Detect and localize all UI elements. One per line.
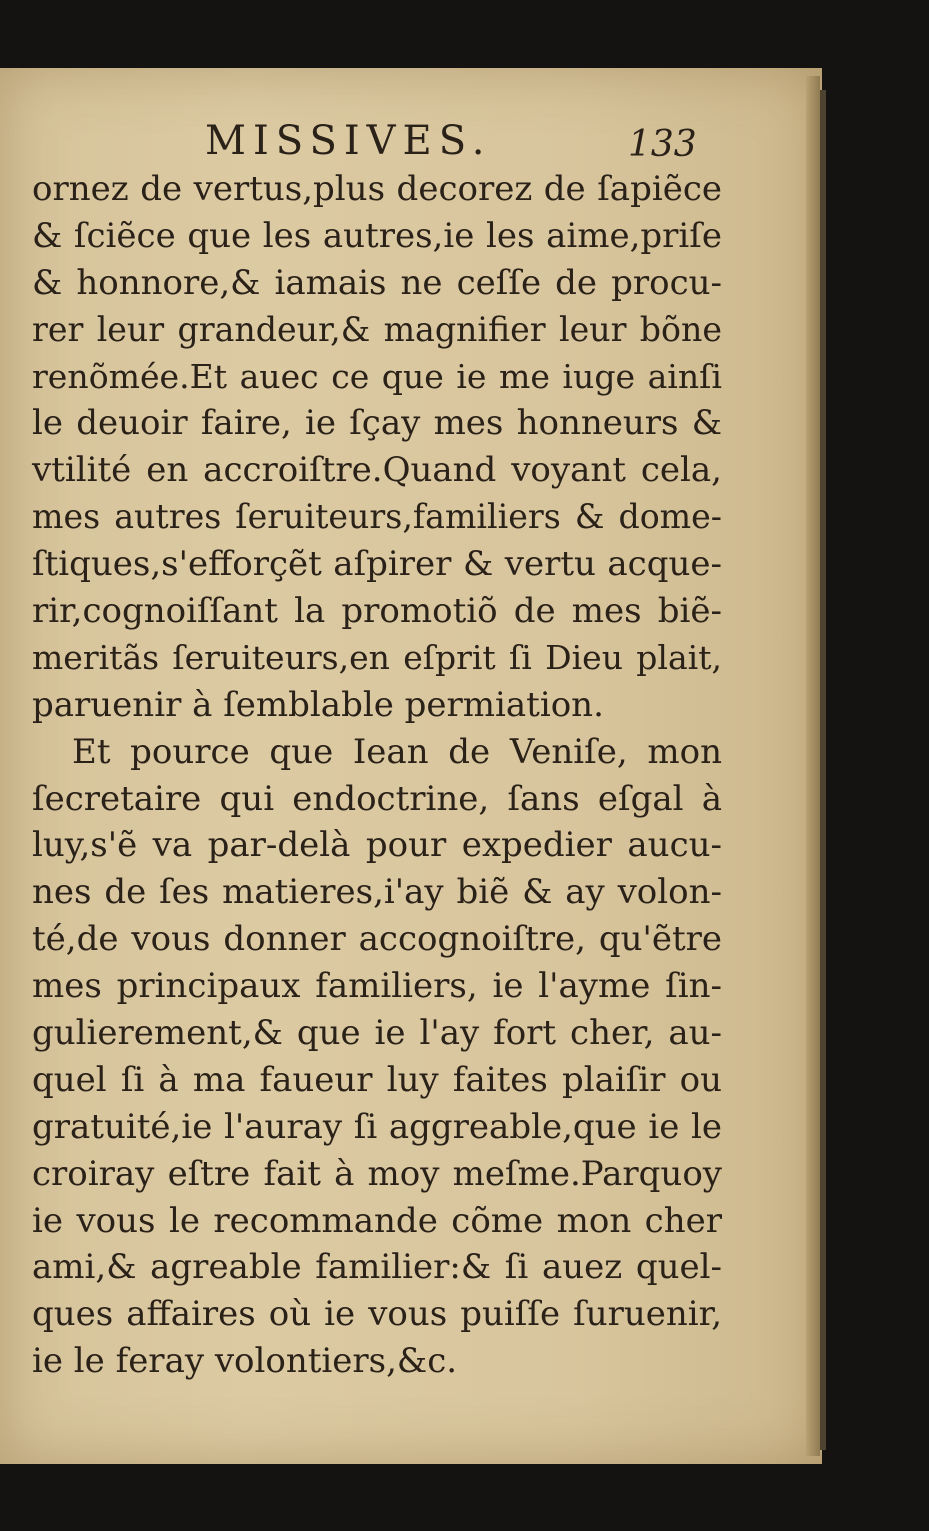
text-line: paruenir à ſemblable permiation. bbox=[32, 684, 604, 725]
text-line: gulierement,& que ie l'ay fort cher, au- bbox=[32, 1013, 722, 1054]
text-line: ſtiques,s'efforçẽt aſpirer & vertu acque- bbox=[32, 544, 722, 585]
page-fore-edge bbox=[806, 76, 820, 1456]
paragraph-1 bbox=[32, 166, 722, 729]
text-line: vtilité en accroiſtre.Quand voyant cela, bbox=[32, 450, 722, 491]
text-line: mes principaux familiers, ie l'ayme ſin- bbox=[32, 966, 722, 1007]
text-line: gratuité,ie l'auray ſi aggreable,que ie le bbox=[32, 1106, 722, 1147]
text-line: ornez de vertus,plus decorez de ſapiẽce bbox=[32, 169, 722, 209]
text-line: ſecretaire qui endoctrine, ſans eſgal à bbox=[32, 778, 722, 819]
text-line: ie vous le recommande cõme mon cher bbox=[32, 1200, 722, 1241]
page-number: 133 bbox=[628, 124, 697, 165]
text-line: renõmée.Et auec ce que ie me iuge ainſi bbox=[32, 356, 722, 396]
text-line: rir,cognoiſſant la promotiõ de mes biẽ- bbox=[32, 591, 722, 632]
running-title: MISSIVES. bbox=[205, 118, 492, 164]
text-line: & honnore,& iamais ne ceſſe de procu- bbox=[32, 262, 722, 303]
text-line: Et pource que Iean de Veniſe, mon bbox=[72, 731, 722, 772]
text-line: ques affaires où ie vous puiſſe ſuruenir, bbox=[32, 1294, 722, 1335]
text-line: ami,& agreable familier:& ſi auez quel- bbox=[32, 1247, 722, 1288]
text-line: mes autres ſeruiteurs,familiers & dome- bbox=[32, 497, 722, 537]
text-line: croiray eſtre fait à moy meſme.Parquoy bbox=[32, 1153, 722, 1194]
page-fore-edge-shadow bbox=[820, 90, 826, 1450]
text-line: meritãs ſeruiteurs,en eſprit ſi Dieu plait, bbox=[32, 637, 722, 677]
text-line: quel ſi à ma faueur luy faites plaiſir ou bbox=[32, 1059, 722, 1100]
text-line: rer leur grandeur,& magnifier leur bõne bbox=[32, 309, 722, 349]
text-line: nes de ſes matieres,i'ay biẽ & ay volon- bbox=[32, 872, 722, 913]
body-text bbox=[32, 166, 722, 1385]
text-line: ie le feray volontiers,&c. bbox=[32, 1341, 458, 1382]
text-line: & ſciẽce que les autres,ie les aime,priſe bbox=[32, 215, 722, 256]
text-line: luy,s'ẽ va par-delà pour expedier aucu- bbox=[32, 825, 722, 866]
text-line: le deuoir faire, ie ſçay mes honneurs & bbox=[32, 403, 722, 444]
text-line: té,de vous donner accognoiſtre, qu'ẽtre bbox=[32, 919, 722, 960]
paragraph-2 bbox=[32, 729, 722, 1385]
